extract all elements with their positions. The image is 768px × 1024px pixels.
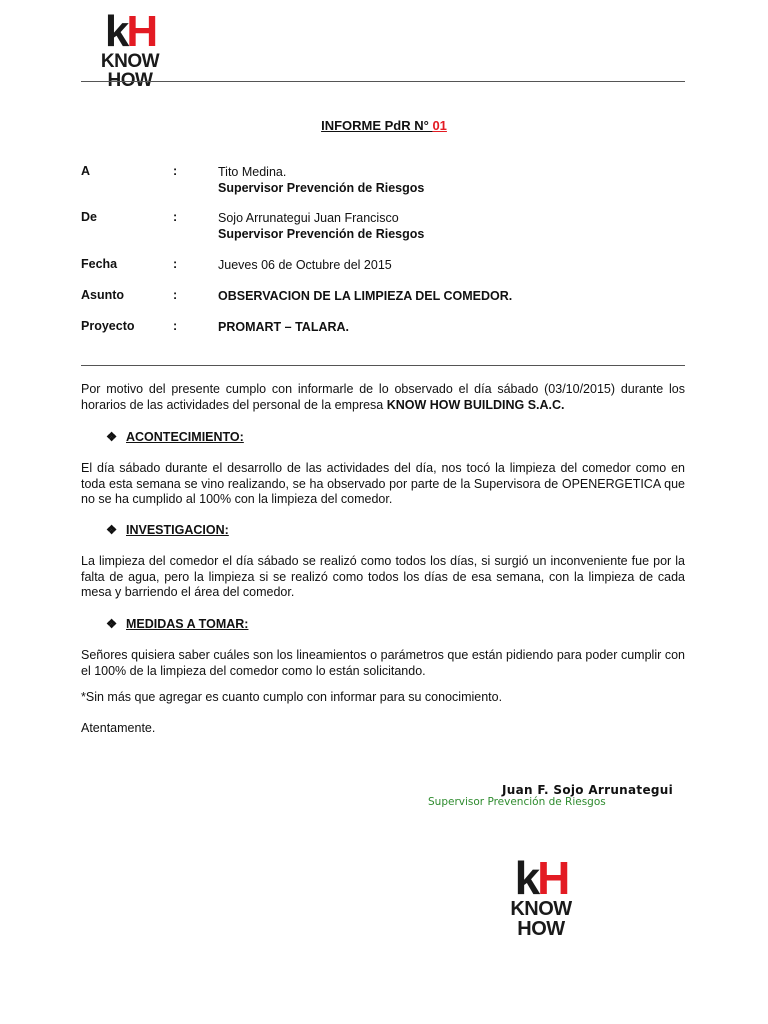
date-label: Fecha — [81, 257, 118, 271]
logo-text: KNOW HOW — [100, 51, 160, 91]
to-name: Tito Medina. — [218, 165, 287, 179]
section-heading-acontecimiento — [106, 429, 244, 444]
from-value — [218, 210, 658, 242]
project-label: Proyecto — [81, 319, 135, 333]
subject-value: OBSERVACION DE LA LIMPIEZA DEL COMEDOR. — [218, 289, 513, 303]
title-prefix: INFORME PdR N° — [321, 118, 433, 133]
intro-text: Por motivo del presente cumplo con informarle de lo observado el día sábado (03/10/2015) durante los horarios de las actividades del personal de la empresa — [81, 382, 685, 412]
section-body-acontecimiento: El día sábado durante el desarrollo de las actividades del día, nos tocó la limpieza del comedor como en toda esta semana se vino realizando, se ha observado por parte de la Supervisora de OPENERGETICA que no se ha cumplido al 100% con la limpieza del comedor. — [81, 461, 685, 506]
project-value: PROMART – TALARA. — [218, 320, 350, 334]
logo-k: k — [104, 7, 127, 56]
logo-k: k — [514, 852, 538, 904]
diamond-bullet-icon: ❖ — [106, 617, 118, 631]
diamond-bullet-icon: ❖ — [106, 523, 118, 537]
project-colon: : — [173, 319, 178, 333]
closing-note: *Sin más que agregar es cuanto cumplo con informar para su conocimiento. — [81, 690, 503, 704]
intro-company: KNOW HOW BUILDING S.A.C. — [386, 397, 565, 412]
header-divider — [81, 81, 685, 82]
body-divider — [81, 365, 685, 366]
intro-paragraph — [81, 382, 685, 413]
signature-name: Juan F. Sojo Arrunategui — [502, 783, 674, 797]
from-role: Supervisor Prevención de Riesgos — [218, 227, 425, 241]
title-number: 01 — [432, 118, 447, 133]
to-label: A — [81, 164, 91, 178]
section-body-investigacion: La limpieza del comedor el día sábado se realizó como todos los días, si surgió un inconveniente fue por la falta de agua, pero la limpieza si se realizó como todos los días de esa semana, con la limpieza de cada mesa y barriendo el área del comedor. — [81, 554, 685, 599]
closing-greeting: Atentamente. — [81, 721, 156, 735]
section-heading-investigacion — [106, 522, 229, 537]
diamond-bullet-icon: ❖ — [106, 430, 118, 444]
logo-text: KNOW HOW — [510, 898, 572, 940]
section-title: ACONTECIMIENTO: — [126, 430, 244, 444]
logo-h: H — [126, 7, 156, 56]
signature-role: Supervisor Prevención de Riesgos — [428, 796, 606, 808]
to-value — [218, 164, 658, 196]
to-role: Supervisor Prevención de Riesgos — [218, 181, 425, 195]
section-title: MEDIDAS A TOMAR: — [126, 617, 249, 631]
report-title — [0, 118, 768, 133]
date-colon: : — [173, 257, 178, 271]
section-body-medidas: Señores quisiera saber cuáles son los lineamientos o parámetros que están pidiendo para poder cumplir con el 100% de la limpieza del comedor como lo están solicitando. — [81, 648, 685, 678]
logo-h: H — [537, 852, 568, 904]
company-logo-bottom — [490, 852, 592, 940]
to-colon: : — [173, 164, 178, 178]
logo-mark — [80, 7, 180, 56]
section-title: INVESTIGACION: — [126, 523, 229, 537]
section-heading-medidas — [106, 616, 248, 631]
subject-label: Asunto — [81, 288, 125, 302]
subject-colon: : — [173, 288, 178, 302]
logo-mark — [490, 852, 592, 904]
from-colon: : — [173, 210, 178, 224]
company-logo-top — [80, 7, 180, 91]
date-value: Jueves 06 de Octubre del 2015 — [218, 258, 392, 272]
from-name: Sojo Arrunategui Juan Francisco — [218, 211, 399, 225]
from-label: De — [81, 210, 97, 224]
